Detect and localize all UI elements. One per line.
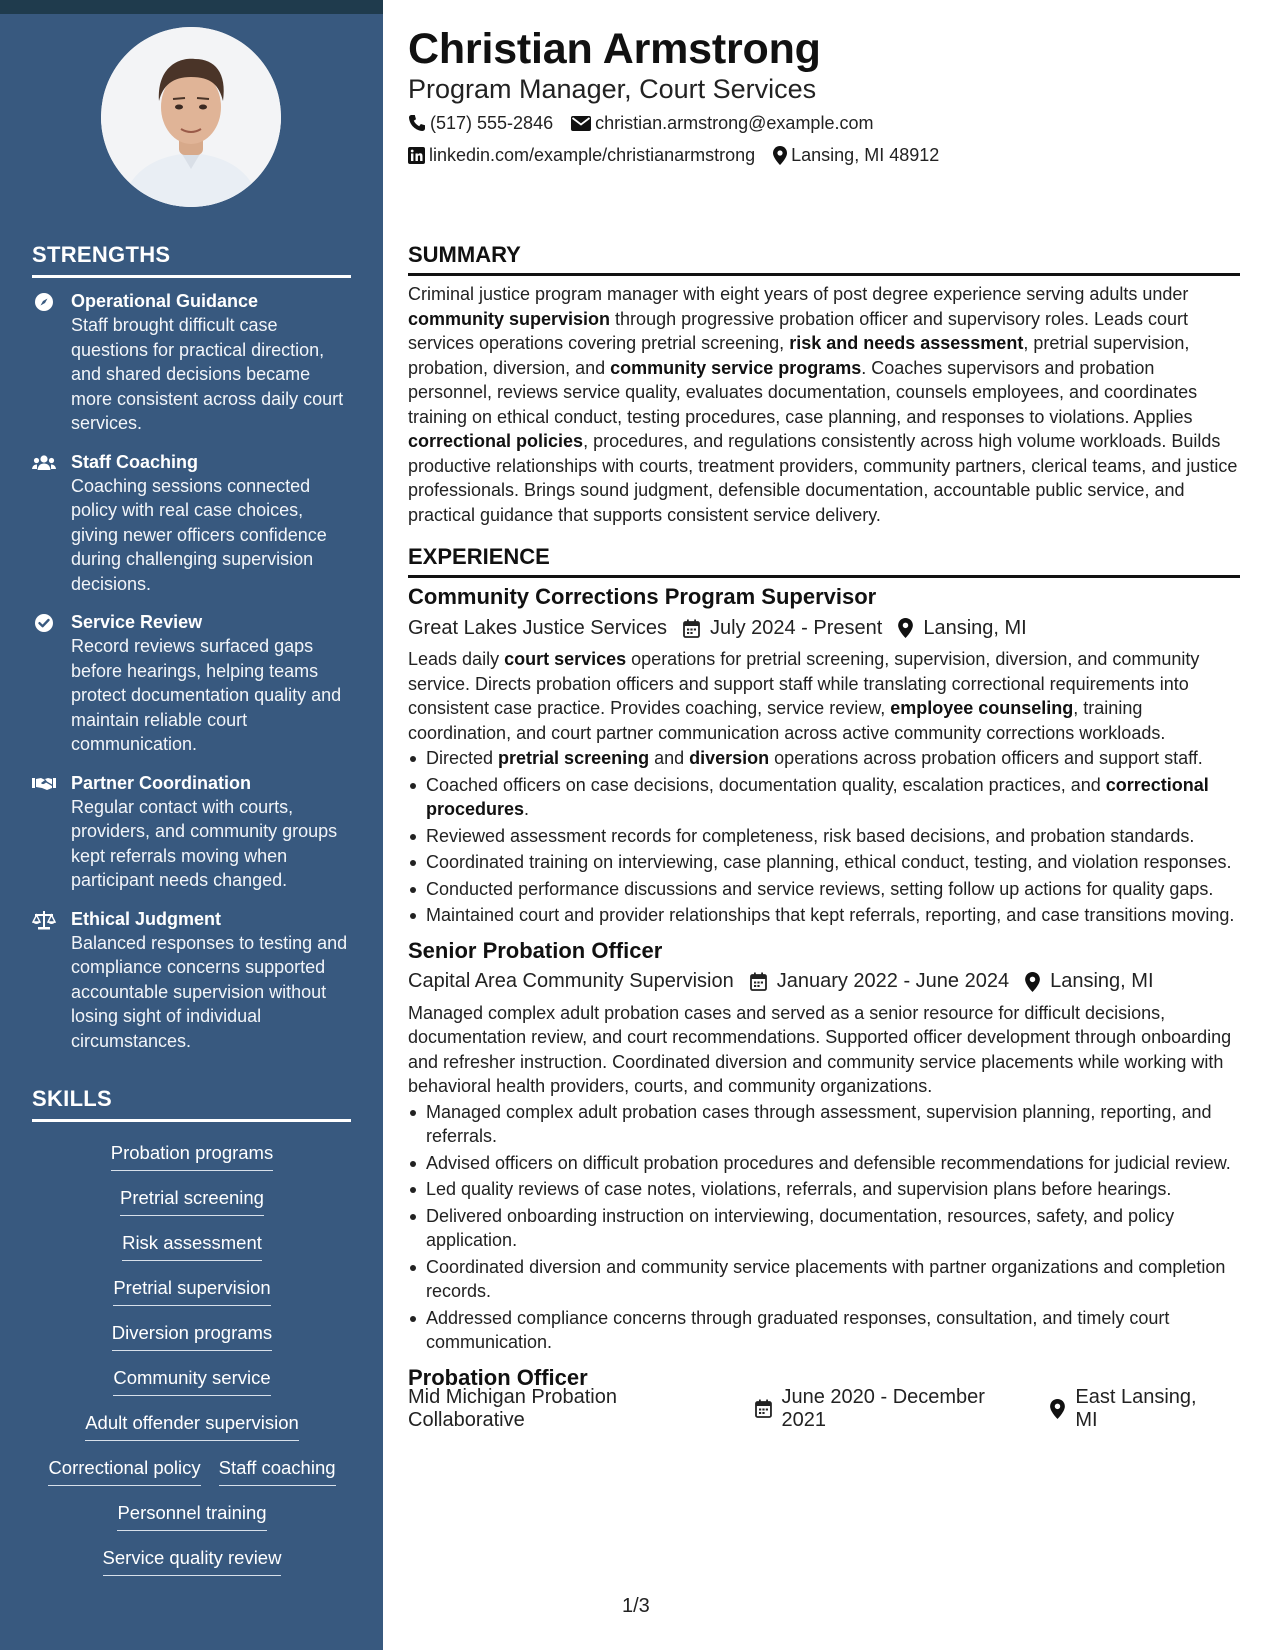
text-run: through progressive probation officer and supervisory roles. Leads court services operations covering pretrial screening, xyxy=(408,308,1189,353)
skill-row xyxy=(32,1187,352,1232)
text-run: Coached officers on case decisions, documentation quality, escalation practices, and xyxy=(426,774,1106,795)
dates-text: July 2024 - Present xyxy=(710,616,883,639)
text-run: and xyxy=(649,748,690,768)
text-run: Criminal justice program manager with eight years of post degree experience serving adults under xyxy=(408,284,1189,304)
job-entry xyxy=(408,936,1240,1355)
bullet-list xyxy=(408,1100,1240,1355)
text-run: Leads daily xyxy=(408,649,505,669)
handshake-icon xyxy=(32,774,56,794)
candidate-title: Program Manager, Court Services xyxy=(408,74,817,104)
page-number: 1/3 xyxy=(622,1595,650,1617)
company-name: Capital Area Community Supervision xyxy=(408,970,734,992)
strength-text: Balanced responses to testing and compliance concerns supported accountable supervision without losing sight of individual circumstances. xyxy=(71,932,348,1051)
skill-tag: Pretrial screening xyxy=(120,1187,264,1216)
summary-text xyxy=(408,282,1240,527)
skill-tag: Community service xyxy=(113,1367,270,1396)
candidate-name: Christian Armstrong xyxy=(408,25,821,73)
bold-keyword: correctional policies xyxy=(408,431,584,451)
calendar-icon xyxy=(683,619,700,638)
strength-text: Regular contact with courts, providers, and community groups kept referrals moving when participant needs changed. xyxy=(71,796,338,890)
text-run: . xyxy=(524,799,530,819)
bullet-item xyxy=(408,746,1240,771)
skill-tag: Probation programs xyxy=(111,1142,273,1171)
bullet-item xyxy=(408,1151,1240,1176)
company-name: Great Lakes Justice Services xyxy=(408,616,667,639)
text-run: Advised officers on difficult probation procedures and defensible recommendations for judicial review. xyxy=(426,1152,1231,1173)
skill-row xyxy=(32,1322,352,1367)
location-text: Lansing, MI 48912 xyxy=(791,144,940,165)
job-location xyxy=(898,617,1026,640)
bullet-item xyxy=(408,903,1240,928)
strength-item xyxy=(32,907,352,1054)
strengths-list xyxy=(32,289,352,1067)
text-run: Led quality reviews of case notes, violations, referrals, and supervision plans before hearings. xyxy=(426,1179,1172,1199)
job-meta xyxy=(408,1385,1240,1431)
phone-contact xyxy=(408,113,553,134)
job-role: Community Corrections Program Supervisor xyxy=(408,584,877,609)
strength-item xyxy=(32,450,352,597)
bullet-item xyxy=(408,850,1240,875)
bold-keyword: pretrial screening xyxy=(498,748,650,768)
bold-keyword: diversion xyxy=(689,748,770,768)
text-run: Managed complex adult probation cases through assessment, supervision planning, reporting, and referrals. xyxy=(426,1101,1212,1146)
text-run: . Coaches supervisors and probation personnel, reviews service quality, evaluates documentation, counsels employees, and coordinates training on ethical conduct, testing procedures, case planning, and responses to violations. Applies xyxy=(408,357,1198,427)
skill-row xyxy=(32,1502,352,1547)
location-text: East Lansing, MI xyxy=(1075,1385,1197,1431)
text-run: , procedures, and regulations consistently across high volume workloads. Builds productive relationships with courts, treatment providers, community partners, clerical teams, and justice professionals. Brings sound judgment, defensible documentation, accountable public service, and practical guidance that supports consistent service delivery. xyxy=(408,431,1238,525)
text-run: operations across probation officers and support staff. xyxy=(769,748,1203,768)
bullet-item xyxy=(408,1306,1240,1355)
strength-item xyxy=(32,289,352,436)
phone-icon xyxy=(408,114,426,132)
strength-text: Coaching sessions connected policy with real case choices, giving newer officers confidence during challenging supervision decisions. xyxy=(71,475,327,594)
skill-tag: Pretrial supervision xyxy=(113,1277,270,1306)
bullet-item xyxy=(408,773,1240,822)
bullet-item xyxy=(408,1177,1240,1202)
users-icon xyxy=(32,453,56,473)
sidebar xyxy=(0,14,383,1650)
skill-tag: Diversion programs xyxy=(112,1322,272,1351)
bullet-item xyxy=(408,1255,1240,1304)
skill-row xyxy=(32,1547,352,1592)
text-run: , pretrial supervision, probation, diversion, and xyxy=(408,333,1190,378)
text-run: operations for pretrial screening, supervision, diversion, and community service. Directs probation officers and support staff while translating correctional requirements into consistent case practice. Provides coaching, service review, xyxy=(408,649,1200,718)
location-text: Lansing, MI xyxy=(923,616,1027,639)
bullet-list xyxy=(408,746,1240,928)
dates-text: January 2022 - June 2024 xyxy=(776,970,1010,992)
text-run: Addressed compliance concerns through graduated responses, consultation, and timely court communication. xyxy=(426,1307,1170,1352)
skill-tag: Service quality review xyxy=(103,1547,282,1576)
bold-keyword: employee counseling xyxy=(890,698,1074,718)
job-role: Senior Probation Officer xyxy=(408,937,663,963)
skill-tag: Personnel training xyxy=(117,1502,266,1531)
skills-heading: SKILLS xyxy=(32,1086,351,1122)
linkedin-text[interactable]: linkedin.com/example/christianarmstrong xyxy=(429,144,756,165)
skill-row xyxy=(32,1367,352,1412)
map-pin-icon xyxy=(898,618,913,638)
company-name: Mid Michigan Probation Collaborative xyxy=(408,1385,617,1431)
sidebar-top-strip xyxy=(0,0,383,14)
skill-tag: Adult offender supervision xyxy=(85,1412,299,1441)
dates-text: June 2020 - December 2021 xyxy=(781,1385,985,1431)
summary-heading: SUMMARY xyxy=(408,242,1240,276)
bold-keyword: court services xyxy=(504,649,627,669)
text-run: , training coordination, and court partner communication across active community corrections workloads. xyxy=(408,698,1166,743)
map-pin-icon xyxy=(773,146,787,165)
job-description xyxy=(408,647,1240,745)
strengths-heading: STRENGTHS xyxy=(32,242,351,278)
strength-item xyxy=(32,610,352,757)
email-contact xyxy=(571,113,873,134)
bullet-item xyxy=(408,824,1240,849)
check-circle-icon xyxy=(32,613,56,633)
text-run: Delivered onboarding instruction on interviewing, documentation, resources, safety, and policy application. xyxy=(426,1205,1175,1250)
text-run: Maintained court and provider relationships that kept referrals, reporting, and case transitions moving. xyxy=(426,905,1235,925)
text-run: Directed xyxy=(426,748,499,768)
strength-text: Record reviews surfaced gaps before hearings, helping teams protect documentation quality and maintain reliable court communication. xyxy=(71,636,342,754)
strength-title: Partner Coordination xyxy=(71,772,252,793)
skill-row xyxy=(32,1277,352,1322)
text-run: Reviewed assessment records for completeness, risk based decisions, and probation standards. xyxy=(426,825,1195,846)
job-location xyxy=(1050,1386,1224,1432)
location-text: Lansing, MI xyxy=(1050,970,1154,992)
skill-row xyxy=(32,1232,352,1277)
experience-list xyxy=(408,582,1240,1433)
job-dates xyxy=(750,970,1009,993)
strength-title: Ethical Judgment xyxy=(71,908,222,929)
strength-text: Staff brought difficult case questions for practical direction, and shared decisions became more consistent across daily court services. xyxy=(71,315,344,433)
linkedin-contact xyxy=(408,145,755,166)
text-run: Coordinated diversion and community service placements with partner organizations and completion records. xyxy=(426,1256,1226,1301)
skill-row xyxy=(32,1412,352,1457)
job-dates xyxy=(755,1386,1035,1432)
job-meta xyxy=(408,966,1240,998)
bold-keyword: community service programs xyxy=(610,357,862,378)
text-run: Managed complex adult probation cases and served as a senior resource for difficult decisions, documentation review, and court recommendations. Supported officer development through onboarding and refresher instruction. Coordinated diversion and community service placements while working with behavioral health providers, courts, and community organizations. xyxy=(408,1002,1232,1096)
scale-icon xyxy=(32,910,56,930)
skill-row xyxy=(32,1142,352,1187)
location-contact xyxy=(773,145,939,166)
job-meta xyxy=(408,612,1240,644)
job-entry xyxy=(408,582,1240,928)
bold-keyword: risk and needs assessment xyxy=(789,333,1024,353)
compass-icon xyxy=(32,292,56,312)
email-text[interactable]: christian.armstrong@example.com xyxy=(595,112,874,133)
skills-list xyxy=(32,1142,352,1592)
strength-title: Operational Guidance xyxy=(71,291,259,311)
portrait-image xyxy=(101,27,281,207)
experience-heading: EXPERIENCE xyxy=(408,544,1240,578)
envelope-icon xyxy=(571,116,591,131)
bullet-item xyxy=(408,877,1240,902)
phone-text[interactable]: (517) 555-2846 xyxy=(430,112,554,133)
bullet-item xyxy=(408,1204,1240,1253)
contact-row-2 xyxy=(408,139,1240,171)
linkedin-icon xyxy=(408,147,425,164)
bullet-item xyxy=(408,1100,1240,1149)
job-entry xyxy=(408,1363,1240,1431)
strength-title: Service Review xyxy=(71,612,203,632)
bold-keyword: community supervision xyxy=(408,308,611,329)
resume-header xyxy=(408,22,1240,171)
text-run: Conducted performance discussions and service reviews, setting follow up actions for quality gaps. xyxy=(426,878,1214,899)
strength-item xyxy=(32,771,352,893)
skill-tag: Staff coaching xyxy=(219,1457,336,1486)
skill-tag: Risk assessment xyxy=(122,1232,262,1261)
text-run: Coordinated training on interviewing, case planning, ethical conduct, testing, and violation responses. xyxy=(426,852,1232,872)
skill-row xyxy=(32,1457,352,1502)
map-pin-icon xyxy=(1025,972,1040,992)
contact-row xyxy=(408,107,1240,139)
job-description xyxy=(408,1001,1240,1099)
calendar-icon xyxy=(755,1399,772,1418)
skill-tag: Correctional policy xyxy=(48,1457,200,1486)
job-role: Probation Officer xyxy=(408,1364,588,1390)
calendar-icon xyxy=(750,972,767,991)
job-location xyxy=(1025,970,1153,993)
map-pin-icon xyxy=(1050,1399,1065,1419)
bold-keyword: correctional procedures xyxy=(426,774,1209,819)
profile-photo xyxy=(101,27,281,207)
job-dates xyxy=(683,617,882,640)
strength-title: Staff Coaching xyxy=(71,451,199,472)
